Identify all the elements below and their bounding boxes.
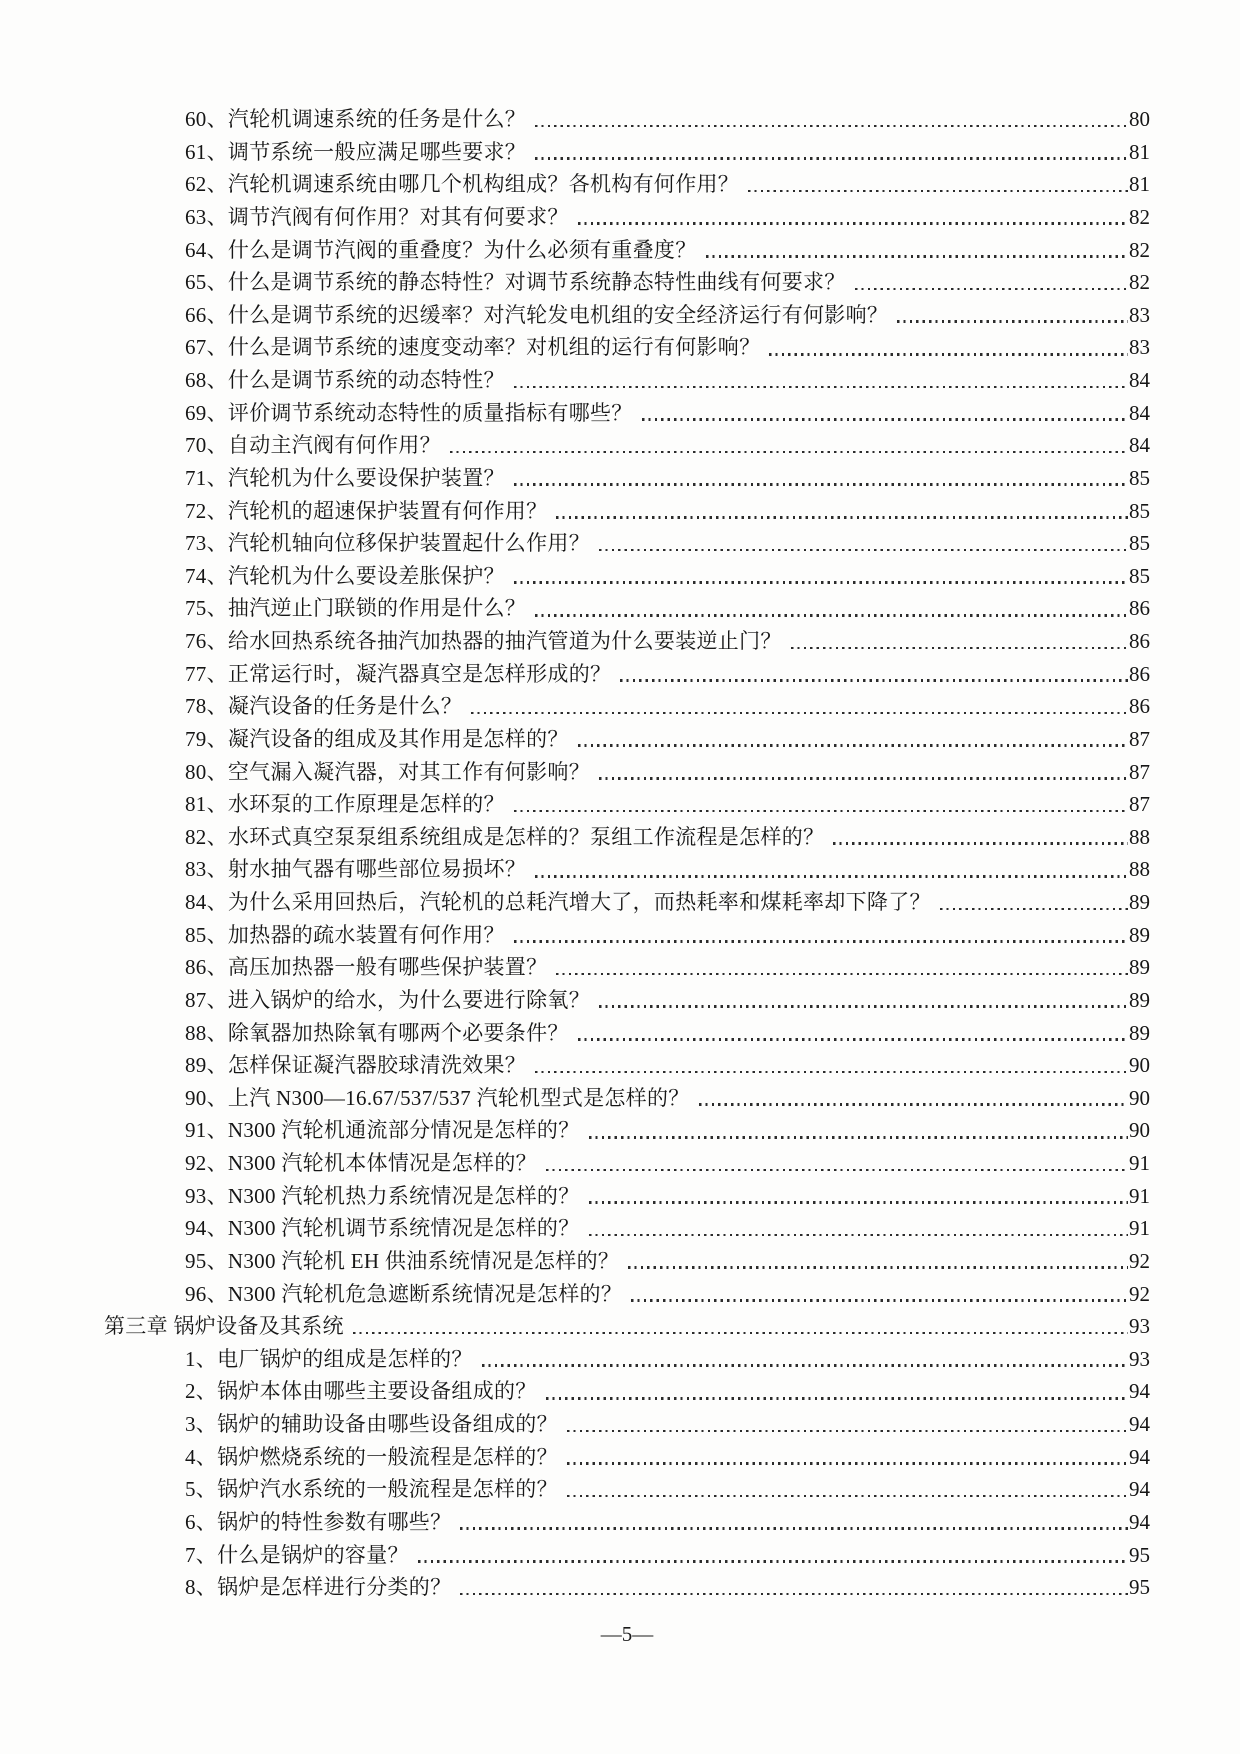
dotted-leader bbox=[599, 1005, 1128, 1008]
dotted-leader bbox=[514, 386, 1128, 389]
dotted-leader bbox=[567, 1495, 1128, 1498]
toc-page-number: 82 bbox=[1129, 204, 1150, 229]
toc-page-number: 83 bbox=[1129, 335, 1150, 360]
toc-entry bbox=[185, 1441, 1150, 1474]
toc-page-number: 88 bbox=[1129, 857, 1150, 882]
toc-entry bbox=[185, 201, 1150, 234]
toc-entry bbox=[185, 1180, 1150, 1213]
dotted-leader bbox=[535, 614, 1128, 617]
toc-entry-label: 91、N300 汽轮机通流部分情况是怎样的？ bbox=[185, 1118, 580, 1143]
toc-entry-label: 2、锅炉本体由哪些主要设备组成的？ bbox=[185, 1379, 537, 1404]
toc-entry-label: 84、为什么采用回热后，汽轮机的总耗汽增大了，而热耗率和煤耗率却下降了？ bbox=[185, 890, 931, 914]
toc-page-number: 91 bbox=[1129, 1151, 1150, 1175]
dotted-leader bbox=[589, 1201, 1128, 1204]
dotted-leader bbox=[567, 1462, 1128, 1465]
toc-entry-label: 6、锅炉的特性参数有哪些？ bbox=[185, 1509, 452, 1534]
toc-entry-label: 95、N300 汽轮机 EH 供油系统情况是怎样的？ bbox=[185, 1248, 620, 1273]
dotted-leader bbox=[748, 190, 1128, 193]
toc-page-number: 92 bbox=[1129, 1248, 1150, 1273]
toc-entry-label: 78、凝汽设备的任务是什么？ bbox=[185, 694, 463, 719]
toc-entry bbox=[185, 397, 1150, 430]
toc-entry bbox=[185, 331, 1150, 364]
toc-entry-label: 94、N300 汽轮机调节系统情况是怎样的？ bbox=[185, 1216, 580, 1241]
toc-page-number: 91 bbox=[1129, 1216, 1150, 1241]
toc-entry-label: 71、汽轮机为什么要设保护装置？ bbox=[185, 465, 505, 490]
toc-entry bbox=[185, 690, 1150, 723]
page-number-footer: —5— bbox=[600, 1622, 654, 1646]
dotted-leader bbox=[535, 1071, 1128, 1074]
toc-page-number: 85 bbox=[1129, 498, 1150, 523]
toc-entry-label: 68、什么是调节系统的动态特性？ bbox=[185, 368, 505, 392]
toc-page-number: 85 bbox=[1129, 465, 1150, 490]
toc-entry bbox=[185, 1049, 1150, 1082]
toc-page-number: 89 bbox=[1129, 987, 1150, 1012]
toc-entry bbox=[185, 853, 1150, 886]
toc-entry bbox=[185, 756, 1150, 789]
toc-entry bbox=[185, 299, 1150, 332]
toc-entry-label: 89、怎样保证凝汽器胶球清洗效果？ bbox=[185, 1053, 527, 1078]
toc-entry bbox=[185, 1473, 1150, 1506]
toc-page-number: 84 bbox=[1129, 400, 1150, 425]
toc-entry-label: 5、锅炉汽水系统的一般流程是怎样的？ bbox=[185, 1477, 558, 1502]
toc-entry bbox=[185, 1278, 1150, 1311]
toc-page-number: 80 bbox=[1129, 107, 1150, 131]
toc-entry bbox=[185, 1408, 1150, 1441]
dotted-leader bbox=[599, 549, 1128, 552]
toc-entry-label: 81、水环泵的工作原理是怎样的？ bbox=[185, 792, 505, 817]
toc-page-number: 93 bbox=[1129, 1346, 1150, 1371]
toc-page-number: 87 bbox=[1129, 726, 1150, 751]
dotted-leader bbox=[589, 1234, 1128, 1237]
toc-entry bbox=[185, 1571, 1150, 1604]
dotted-leader bbox=[460, 1593, 1128, 1596]
toc-entry-label: 82、水环式真空泵泵组系统组成是怎样的？泵组工作流程是怎样的？ bbox=[185, 824, 825, 849]
toc-entry-label: 92、N300 汽轮机本体情况是怎样的？ bbox=[185, 1151, 537, 1175]
toc-entry bbox=[185, 168, 1150, 201]
toc-entry bbox=[185, 266, 1150, 299]
dotted-leader bbox=[642, 418, 1128, 421]
toc-entry-label: 75、抽汽逆止门联锁的作用是什么？ bbox=[185, 596, 527, 621]
toc-entry bbox=[185, 1082, 1150, 1115]
toc-entry-label: 第三章 锅炉设备及其系统 bbox=[104, 1314, 344, 1339]
toc-page-number: 83 bbox=[1129, 302, 1150, 327]
toc-entry-label: 62、汽轮机调速系统由哪几个机构组成？各机构有何作用？ bbox=[185, 172, 740, 197]
toc-entry-label: 61、调节系统一般应满足哪些要求？ bbox=[185, 139, 527, 164]
toc-page-number: 84 bbox=[1129, 368, 1150, 392]
toc-entry-label: 77、正常运行时，凝汽器真空是怎样形成的？ bbox=[185, 661, 612, 686]
toc-page-number: 85 bbox=[1129, 563, 1150, 588]
toc-page-number: 85 bbox=[1129, 531, 1150, 556]
toc-page-number: 94 bbox=[1129, 1509, 1150, 1534]
toc-page-number: 91 bbox=[1129, 1183, 1150, 1208]
dotted-leader bbox=[418, 1560, 1128, 1563]
toc-page-number: 84 bbox=[1129, 433, 1150, 458]
dotted-leader bbox=[535, 125, 1128, 128]
toc-entry bbox=[185, 234, 1150, 267]
toc-page-number: 86 bbox=[1129, 694, 1150, 719]
toc-entry-label: 4、锅炉燃烧系统的一般流程是怎样的？ bbox=[185, 1444, 558, 1469]
toc-page-number: 95 bbox=[1129, 1575, 1150, 1600]
toc-entry-label: 76、给水回热系统各抽汽加热器的抽汽管道为什么要装逆止门？ bbox=[185, 629, 782, 653]
toc-page-number: 92 bbox=[1129, 1281, 1150, 1306]
dotted-leader bbox=[482, 1364, 1128, 1367]
toc-entry-label: 1、电厂锅炉的组成是怎样的？ bbox=[185, 1346, 473, 1371]
dotted-leader bbox=[628, 1266, 1128, 1269]
toc-entry bbox=[185, 984, 1150, 1017]
toc-entry-label: 8、锅炉是怎样进行分类的？ bbox=[185, 1575, 452, 1600]
toc-entry-label: 86、高压加热器一般有哪些保护装置？ bbox=[185, 955, 548, 980]
dotted-leader bbox=[556, 973, 1128, 976]
dotted-leader bbox=[631, 1299, 1128, 1302]
toc-page-number: 86 bbox=[1129, 629, 1150, 653]
toc-entry bbox=[185, 1212, 1150, 1245]
toc-page-number: 94 bbox=[1129, 1379, 1150, 1404]
dotted-leader bbox=[450, 451, 1128, 454]
dotted-leader bbox=[699, 1103, 1128, 1106]
dotted-leader bbox=[897, 320, 1128, 323]
toc-page-number: 87 bbox=[1129, 792, 1150, 817]
toc-entry-label: 69、评价调节系统动态特性的质量指标有哪些？ bbox=[185, 400, 633, 425]
dotted-leader bbox=[546, 1169, 1128, 1172]
toc bbox=[0, 103, 1240, 1604]
dotted-leader bbox=[578, 1038, 1128, 1041]
toc-entry bbox=[185, 1147, 1150, 1180]
toc-page-number: 90 bbox=[1129, 1053, 1150, 1078]
dotted-leader bbox=[589, 1136, 1128, 1139]
toc-entry-label: 80、空气漏入凝汽器，对其工作有何影响？ bbox=[185, 759, 590, 784]
toc-page-number: 88 bbox=[1129, 824, 1150, 849]
toc-entry-label: 63、调节汽阀有何作用？对其有何要求？ bbox=[185, 204, 569, 229]
toc-entry-label: 96、N300 汽轮机危急遮断系统情况是怎样的？ bbox=[185, 1281, 623, 1306]
toc-entry-label: 74、汽轮机为什么要设差胀保护？ bbox=[185, 563, 505, 588]
toc-page-number: 93 bbox=[1129, 1314, 1150, 1339]
toc-entry bbox=[185, 1245, 1150, 1278]
toc-entry bbox=[104, 1310, 1150, 1343]
dotted-leader bbox=[706, 255, 1129, 258]
toc-entry-label: 73、汽轮机轴向位移保护装置起什么作用？ bbox=[185, 531, 590, 556]
toc-page-number: 89 bbox=[1129, 955, 1150, 980]
toc-entry bbox=[185, 560, 1150, 593]
dotted-leader bbox=[769, 353, 1128, 356]
toc-entry bbox=[185, 527, 1150, 560]
toc-entry bbox=[185, 951, 1150, 984]
toc-entry-label: 88、除氧器加热除氧有哪两个必要条件？ bbox=[185, 1020, 569, 1045]
dotted-leader bbox=[791, 647, 1128, 650]
toc-entry-label: 83、射水抽气器有哪些部位易损坏？ bbox=[185, 857, 527, 882]
dotted-leader bbox=[514, 581, 1128, 584]
toc-entry-label: 65、什么是调节系统的静态特性？对调节系统静态特性曲线有何要求？ bbox=[185, 270, 846, 295]
dotted-leader bbox=[514, 483, 1128, 486]
toc-entry bbox=[185, 429, 1150, 462]
dotted-leader bbox=[620, 679, 1128, 682]
toc-entry-label: 93、N300 汽轮机热力系统情况是怎样的？ bbox=[185, 1183, 580, 1208]
toc-entry-label: 79、凝汽设备的组成及其作用是怎样的？ bbox=[185, 726, 569, 751]
toc-entry-label: 90、上汽 N300—16.67/537/537 汽轮机型式是怎样的？ bbox=[185, 1085, 690, 1110]
toc-page-number: 95 bbox=[1129, 1542, 1150, 1567]
toc-page-number: 90 bbox=[1129, 1085, 1150, 1110]
dotted-leader bbox=[833, 842, 1128, 845]
toc-entry-label: 70、自动主汽阀有何作用？ bbox=[185, 433, 441, 458]
toc-entry bbox=[185, 1506, 1150, 1539]
toc-page-number: 81 bbox=[1129, 139, 1150, 164]
toc-page-number: 86 bbox=[1129, 661, 1150, 686]
toc-entry-label: 72、汽轮机的超速保护装置有何作用？ bbox=[185, 498, 548, 523]
toc-entry bbox=[185, 1539, 1150, 1572]
toc-entry-label: 3、锅炉的辅助设备由哪些设备组成的？ bbox=[185, 1412, 558, 1436]
toc-entry bbox=[185, 1114, 1150, 1147]
toc-page-number: 94 bbox=[1129, 1444, 1150, 1469]
toc-entry bbox=[185, 103, 1150, 136]
toc-entry bbox=[185, 592, 1150, 625]
dotted-leader bbox=[578, 744, 1128, 747]
dotted-leader bbox=[578, 222, 1128, 225]
toc-entry bbox=[185, 886, 1150, 919]
toc-page-number: 94 bbox=[1129, 1477, 1150, 1502]
toc-entry bbox=[185, 462, 1150, 495]
toc-entry-label: 7、什么是锅炉的容量？ bbox=[185, 1542, 409, 1567]
dotted-leader bbox=[471, 712, 1128, 715]
toc-page-number: 86 bbox=[1129, 596, 1150, 621]
dotted-leader bbox=[855, 288, 1128, 291]
toc-entry bbox=[185, 821, 1150, 854]
toc-page-number: 87 bbox=[1129, 759, 1150, 784]
dotted-leader bbox=[599, 777, 1128, 780]
dotted-leader bbox=[940, 908, 1128, 911]
toc-entry bbox=[185, 658, 1150, 691]
toc-entry-label: 64、什么是调节汽阀的重叠度？为什么必须有重叠度？ bbox=[185, 237, 697, 262]
toc-entry bbox=[185, 1017, 1150, 1050]
toc-entry-label: 67、什么是调节系统的速度变动率？对机组的运行有何影响？ bbox=[185, 335, 761, 360]
toc-entry bbox=[185, 1375, 1150, 1408]
toc-entry bbox=[185, 136, 1150, 169]
toc-page-number: 82 bbox=[1129, 237, 1150, 262]
toc-entry-label: 60、汽轮机调速系统的任务是什么？ bbox=[185, 107, 527, 131]
dotted-leader bbox=[460, 1527, 1128, 1530]
dotted-leader bbox=[546, 1397, 1128, 1400]
dotted-leader bbox=[535, 157, 1128, 160]
toc-page-number: 82 bbox=[1129, 270, 1150, 295]
toc-entry bbox=[185, 723, 1150, 756]
toc-entry bbox=[185, 1343, 1150, 1376]
toc-entry bbox=[185, 364, 1150, 397]
dotted-leader bbox=[514, 940, 1128, 943]
toc-entry-label: 87、进入锅炉的给水，为什么要进行除氧？ bbox=[185, 987, 590, 1012]
toc-entry bbox=[185, 495, 1150, 528]
toc-entry-label: 66、什么是调节系统的迟缓率？对汽轮发电机组的安全经济运行有何影响？ bbox=[185, 302, 889, 327]
toc-entry bbox=[185, 625, 1150, 658]
toc-page-number: 94 bbox=[1129, 1412, 1150, 1436]
dotted-leader bbox=[556, 516, 1128, 519]
toc-page-number: 89 bbox=[1129, 1020, 1150, 1045]
toc-entry bbox=[185, 788, 1150, 821]
toc-page-number: 89 bbox=[1129, 922, 1150, 947]
dotted-leader bbox=[514, 810, 1128, 813]
toc-entry-label: 85、加热器的疏水装置有何作用？ bbox=[185, 922, 505, 947]
toc-entry bbox=[185, 919, 1150, 952]
toc-page-number: 90 bbox=[1129, 1118, 1150, 1143]
dotted-leader bbox=[567, 1430, 1128, 1433]
dotted-leader bbox=[353, 1332, 1128, 1335]
toc-page-number: 89 bbox=[1129, 890, 1150, 914]
dotted-leader bbox=[535, 875, 1128, 878]
toc-page-number: 81 bbox=[1129, 172, 1150, 197]
